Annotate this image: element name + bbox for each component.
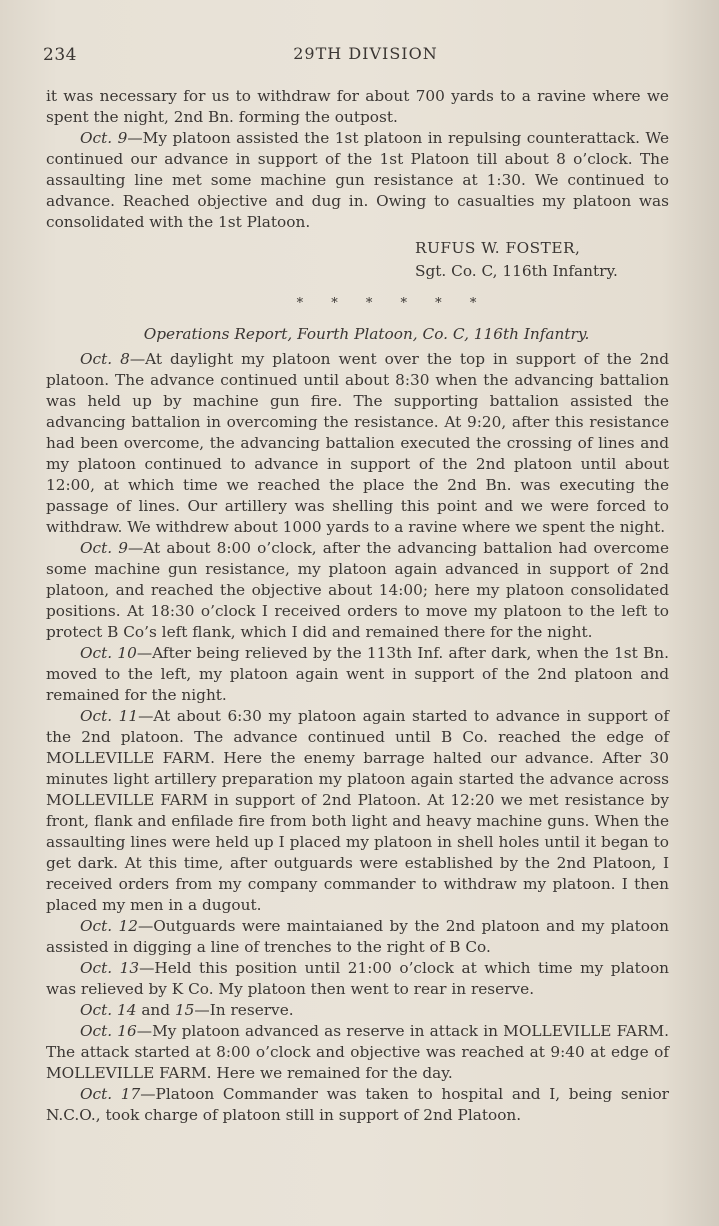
entry-paragraph [46,128,669,233]
entry-text: —At about 8:00 o’clock, after the advancing battalion had overcome some machine gun resistance, my platoon again advanced in support of 2nd platoon, and reached the objective about 14:00; here my platoon consolidated positions. At 18:30 o’clock I received orders to move my platoon to the left to protect B Co’s left flank, which I did and remained there for the night. [46,539,670,641]
entry-date: Oct. 12 [80,917,138,935]
entry-text: —Held this position until 21:00 o’clock at which time my platoon was relieved by K Co. My platoon then went to rear in reserve. [46,959,669,998]
entry-text: —At about 6:30 my platoon again started to advance in support of the 2nd platoon. The advance continued until B Co. reached the edge of MOLLEVILLE FARM. Here the enemy barrage halted our advance. After 30 minutes light artillery preparation my platoon again started the advance across MOLLEVILLE FARM in support of 2nd Platoon. At 12:20 we met resistance by front, flank and enfilade fire from both light and heavy machine guns. When the assaulting lines were held up I placed my platoon in shell holes until it began to get dark. At this time, after outguards were established by the 2nd Platoon, I received orders from my company commander to withdraw my platoon. I then placed my men in a dugout. [46,707,669,914]
signature-name: RUFUS W. FOSTER, [415,239,581,257]
entry-text: —My platoon advanced as reserve in attack in MOLLEVILLE FARM. The attack started at 8:00 o’clock and objective was reached at 9:40 at edge of MOLLEVILLE FARM. Here we remained for the day. [46,1022,669,1082]
page-number: 234 [43,45,77,65]
entry-paragraph [46,706,669,916]
entry-text: —At daylight my platoon went over the top in support of the 2nd platoon. The advance continued until about 8:30 when the advancing battalion was held up by machine gun fire. The supporting battalion assisted the advancing battalion in overcoming the resistance. At 9:20, after this resistance had been overcome, the advancing battalion executed the crossing of lines and my platoon continued to advance in support of the 2nd platoon until about 12:00, at which time we reached the place the 2nd Bn. was executing the passage of lines. Our artillery was shelling this point and we were forced to withdraw. We withdrew about 1000 yards to a ravine where we spent the night. [46,350,669,536]
continuation-paragraph: it was necessary for us to withdraw for about 700 yards to a ravine where we spent the night, 2nd Bn. forming the outpost. [46,87,669,126]
entry-date-join: and [136,1001,175,1019]
entry-text: —Platoon Commander was taken to hospital and I, being senior N.C.O., took charge of platoon still in support of 2nd Platoon. [46,1085,669,1124]
signature-title: Sgt. Co. C, 116th Infantry. [415,262,618,280]
entry-paragraph [46,538,669,643]
entry-date: Oct. 9 [80,129,128,147]
report-heading: Operations Report, Fourth Platoon, Co. C, 116th Infantry. [143,325,590,343]
entry-paragraph [46,1021,669,1084]
entry-paragraph [46,643,669,706]
entry-date-second: 15 [174,1001,195,1019]
entry-paragraph [46,1000,669,1021]
entry-date: Oct. 16 [80,1022,137,1040]
body-text [46,86,669,1126]
entry-paragraph [46,916,669,958]
entry-text: —In reserve. [194,1001,294,1019]
entry-paragraph [46,349,669,538]
entry-date: Oct. 11 [80,707,139,725]
entry-date: Oct. 9 [80,539,129,557]
entry-date: Oct. 14 [80,1001,137,1019]
entry-date: Oct. 8 [80,350,130,368]
section-separator: * * * * * * [296,296,489,311]
entry-paragraph [46,958,669,1000]
entry-date: Oct. 17 [80,1085,141,1103]
entry-date: Oct. 10 [80,644,137,662]
entry-text: —After being relieved by the 113th Inf. after dark, when the 1st Bn. moved to the left, my platoon again went in support of the 2nd platoon and remained for the night. [46,644,669,704]
signature-block [46,237,669,283]
entry-paragraph [46,1084,669,1126]
entry-text: —My platoon assisted the 1st platoon in repulsing counterattack. We continued our advance in support of the 1st Platoon till about 8 o’clock. The assaulting line met some machine gun resistance at 1:30. We continued to advance. Reached objective and dug in. Owing to casualties my platoon was consolidated with the 1st Platoon. [46,129,669,231]
running-head: 29TH DIVISION [293,44,438,63]
entry-date: Oct. 13 [80,959,140,977]
entry-text: —Outguards were maintaianed by the 2nd platoon and my platoon assisted in digging a line of trenches to the right of B Co. [46,917,669,956]
